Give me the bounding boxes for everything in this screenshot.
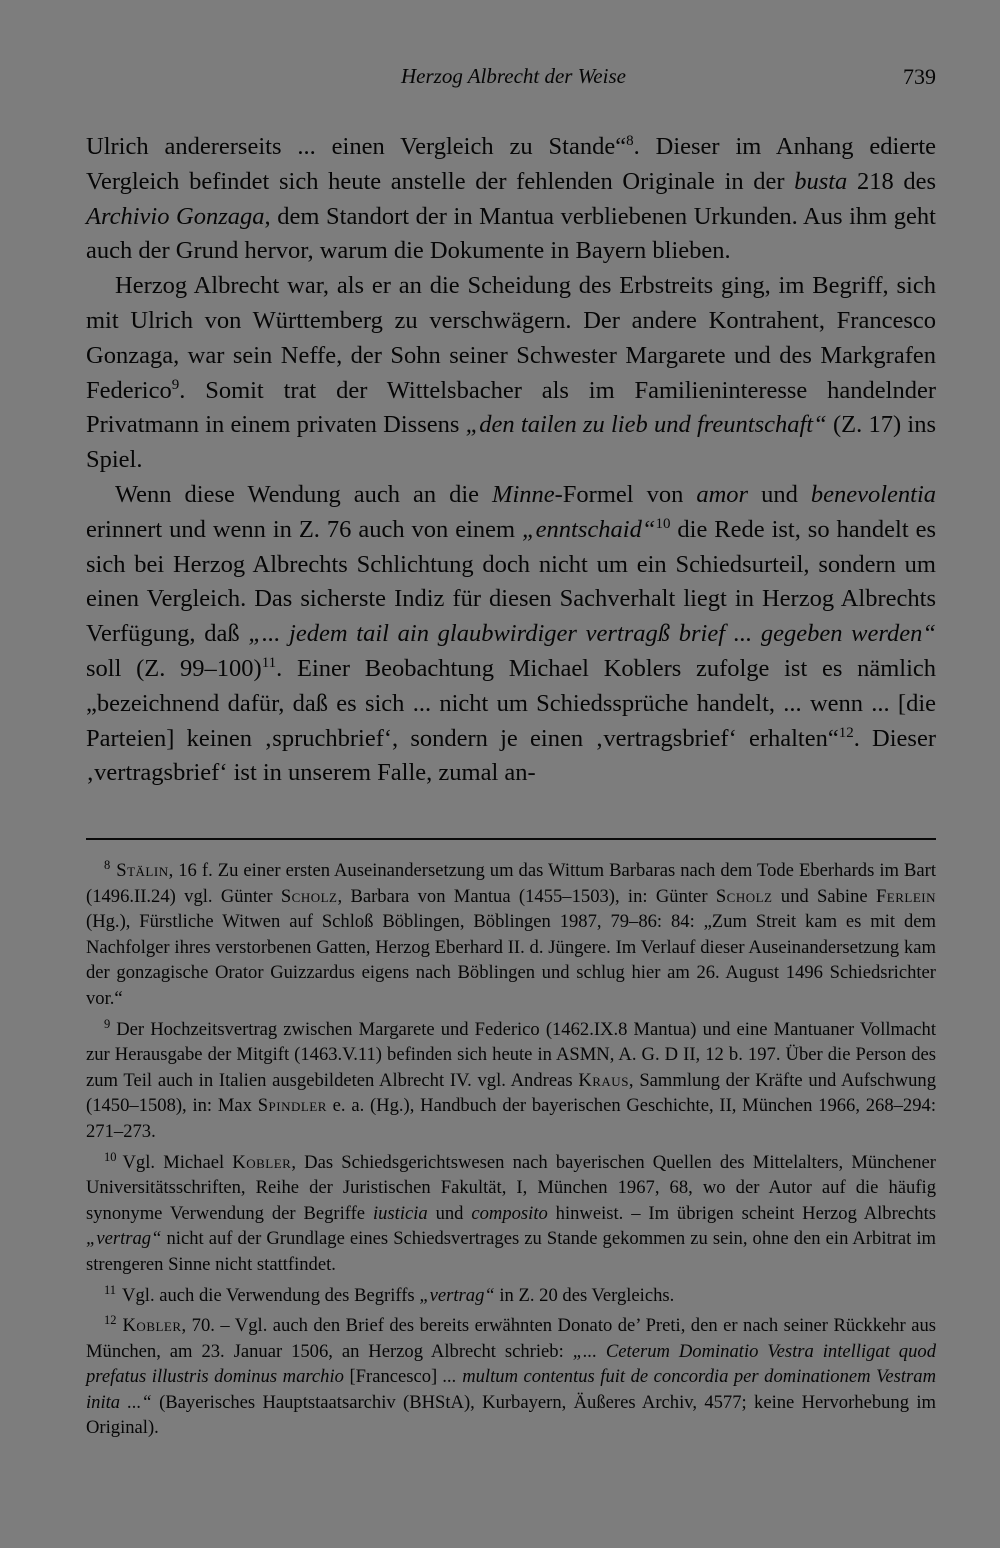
footnote-number: 12	[104, 1313, 117, 1328]
footnote-10: $^{10}$ Vgl. Michael Kobler, Das Schiedsgerichtswesen nach bayerischen Quellen des Mittelalters, Münchener Universitätsschriften, Reihe der Juristischen Fakultät, I, München 1967, 68, wo der Autor auf die häufig synonyme Verwendung der Begriffe iusticia und composito hinweist. – Im übrigen scheint Herzog Albrechts „vertrag“ nicht auf der Grundlage eines Schiedsvertrages zu Stande gekommen zu sein, ohne den ein Arbitrat im strengeren Sinne nicht stattfindet.	[86, 1149, 937, 1275]
footnote-ref-9[interactable]: 9	[171, 376, 180, 393]
paragraph-1: Ulrich andererseits ... einen Vergleich zu Stande“$^8$. Dieser im Anhang edierte Vergleich befindet sich heute anstelle der fehlenden Originale in der busta 218 des Archivio Gonzaga, dem Standort der in Mantua verbliebenen Urkunden. Aus ihm geht auch der Grund hervor, warum die Dokumente in Bayern blieben.	[86, 133, 937, 265]
footnote-ref-12[interactable]: 12	[838, 724, 854, 741]
footnote-number: 11	[104, 1282, 117, 1297]
footnote-8: $^8$ Stälin, 16 f. Zu einer ersten Auseinandersetzung um das Wittum Barbaras nach dem Tode Eberhards im Bart (1496.II.24) vgl. Günter Scholz, Barbara von Mantua (1455–1503), in: Günter Scholz und Sabine Ferlein (Hg.), Fürstliche Witwen auf Schloß Böblingen, Böblingen 1987, 79–86: 84: „Zum Streit kam es mit dem Nachfolger ihres verstorbenen Gatten, Herzog Eberhard II. d. Jüngere. Im Verlauf dieser Auseinandersetzung kam der gonzagische Orator Guizzardus eigens nach Böblingen und schlug hier am 26. August 1496 Schiedsrichter vor.“	[86, 858, 936, 1009]
page-header	[86, 64, 936, 94]
footnote-ref-8[interactable]: 8	[626, 133, 634, 149]
running-title: Herzog Albrecht der Weise	[401, 64, 626, 88]
paragraph-3: Wenn diese Wendung auch an die Minne-Formel von amor und benevolentia erinnert und wenn in Z. 76 auch von einem „enntschaid“$^{10}$ die Rede ist, so handelt es sich bei Herzog Albrechts Schlichtung doch nicht um ein Schiedsurteil, sondern um einen Vergleich. Das sicherste Indiz für diesen Sachverhalt liegt in Herzog Albrechts Verfügung, daß „... jedem tail ain glaubwirdiger vertragß brief ... gegeben werden“ soll (Z. 99–100)$^{11}$. Einer Beobachtung Michael Koblers zufolge ist es nämlich „bezeichnend dafür, daß es sich ... nicht um Schiedssprüche handelt, ... wenn ... [die Parteien] keinen ‚spruchbrief‘, sondern je einen ‚vertragsbrief‘ erhalten“$^{12}$. Dieser ‚vertragsbrief‘ ist in unserem Falle, zumal an-	[86, 480, 937, 787]
footnote-number: 8	[104, 858, 111, 872]
footnote-number: 10	[104, 1149, 117, 1164]
footnote-11: $^{11}$ Vgl. auch die Verwendung des Begriffs „vertrag“ in Z. 20 des Vergleichs.	[104, 1282, 675, 1306]
footnotes	[86, 853, 936, 1441]
footnote-divider	[86, 838, 936, 840]
page-number: 739	[903, 64, 936, 89]
body-text	[86, 130, 936, 791]
footnote-ref-10[interactable]: 10	[655, 515, 671, 532]
footnote-ref-11[interactable]: 11	[261, 654, 277, 671]
footnote-9: $^9$ Der Hochzeitsvertrag zwischen Margarete und Federico (1462.IX.8 Mantua) und eine Mantuaner Vollmacht zur Herausgabe der Mitgift (1463.V.11) befinden sich heute in ASMN, A. G. D II, 12 b. 197. Über die Person des zum Teil auch in Italien ausgebildeten Albrecht IV. vgl. Andreas Kraus, Sammlung der Kräfte und Aufschwung (1450–1508), in: Max Spindler e. a. (Hg.), Handbuch der bayerischen Geschichte, II, München 1966, 268–294: 271–273.	[86, 1016, 936, 1142]
paragraph-2: Herzog Albrecht war, als er an die Scheidung des Erbstreits ging, im Begriff, sich mit Ulrich von Württemberg zu verschwägern. Der andere Kontrahent, Francesco Gonzaga, war sein Neffe, der Sohn seiner Schwester Margarete und des Markgrafen Federico$^9$. Somit trat der Wittelsbacher als im Familieninteresse handelnder Privatmann in einem privaten Dissens „den tailen zu lieb und freuntschaft“ (Z. 17) ins Spiel.	[86, 272, 936, 474]
footnote-number: 9	[104, 1016, 111, 1031]
footnote-12: $^{12}$ Kobler, 70. – Vgl. auch den Brief des bereits erwähnten Donato de’ Preti, den er nach seiner Rückkehr aus München, am 23. Januar 1506, an Herzog Albrecht schrieb: „... Ceterum Dominatio Vestra intelligat quod prefatus illustris dominus marchio [Francesco] ... multum contentus fuit de concordia per dominationem Vestram inita ...“ (Bayerisches Hauptstaatsarchiv (BHStA), Kurbayern, Äußeres Archiv, 4577; keine Hervorhebung im Original).	[86, 1313, 936, 1439]
